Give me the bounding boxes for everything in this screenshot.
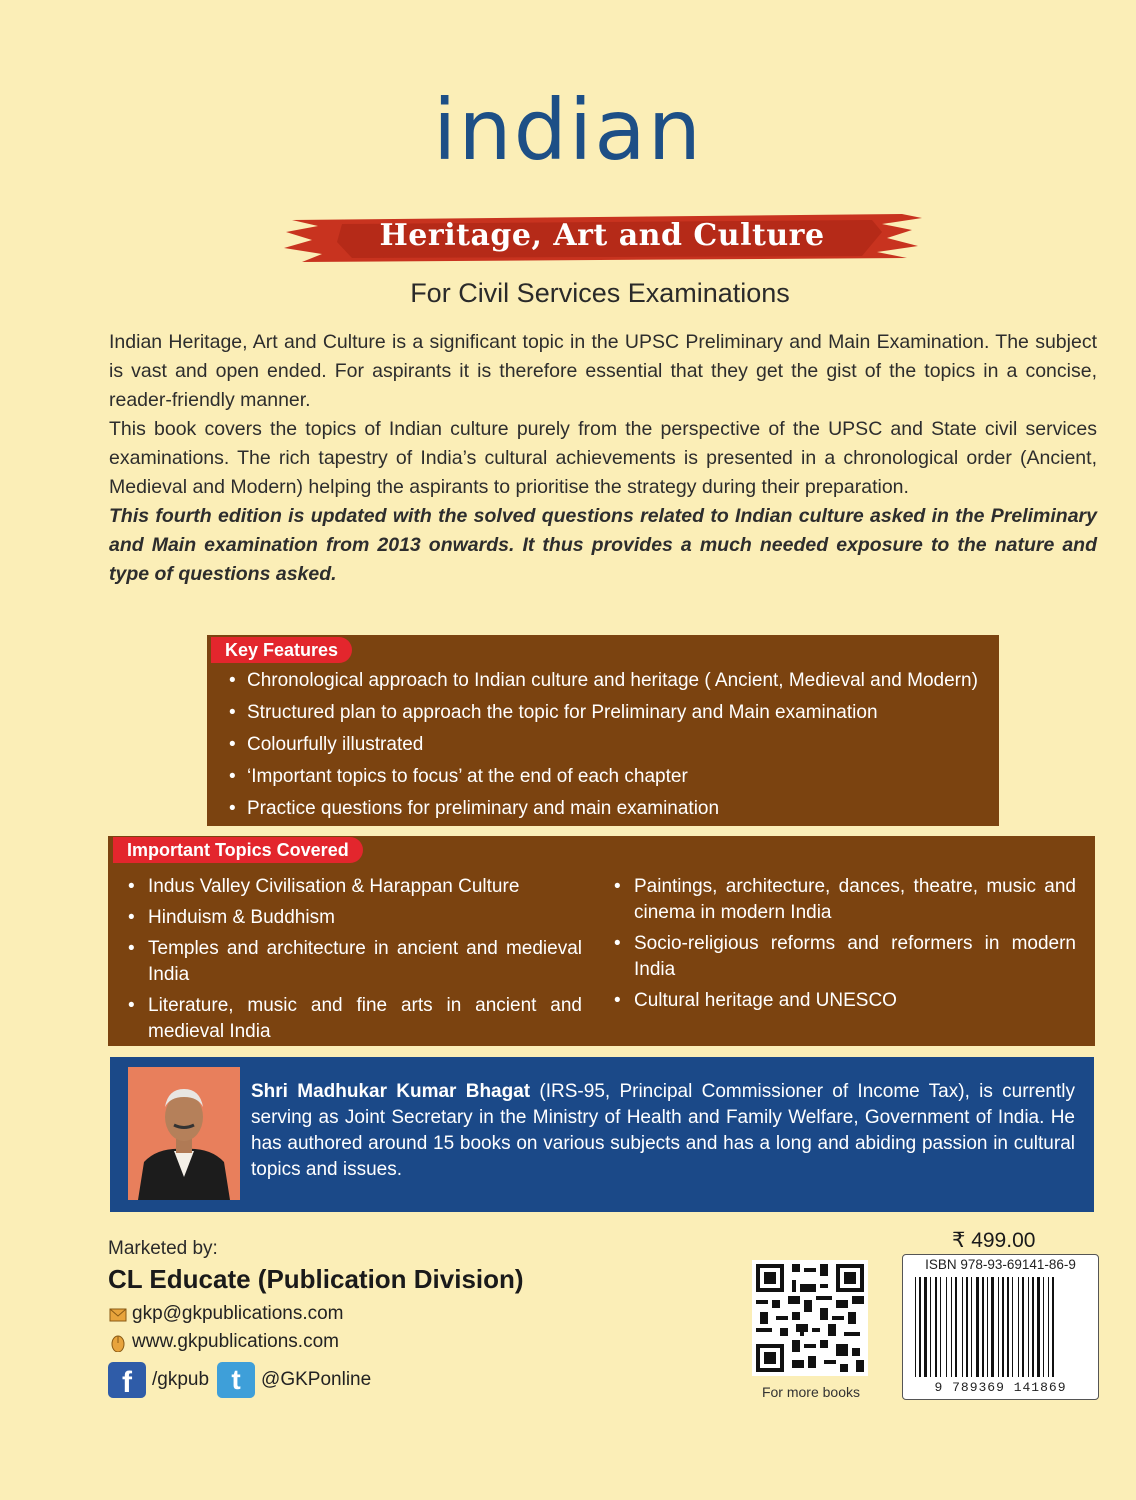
qr-caption: For more books [761,1384,861,1400]
qr-code [752,1260,868,1376]
qr-code-icon [752,1260,868,1376]
publisher-name: CL Educate (Publication Division) [108,1264,524,1294]
subtitle: For Civil Services Examinations [410,278,790,308]
facebook-handle[interactable]: /gkpub [152,1369,210,1390]
topics-label: Important Topics Covered [113,837,363,863]
barcode-icon [913,1277,1088,1377]
list-item: • Temples and architecture in ancient and medieval India [126,936,582,988]
list-item: • Colourfully illustrated [229,732,989,764]
social-links [108,1362,371,1398]
author-name: Shri Madhukar Kumar Bhagat [251,1081,531,1102]
author-photo [128,1067,240,1200]
price: ₹ 499.00 [952,1229,1036,1252]
list-item: • Cultural heritage and UNESCO [612,988,1076,1014]
description [109,328,1097,589]
topics-list-right [612,874,1076,1019]
email-link[interactable]: gkp@gkpublications.com [132,1303,344,1324]
website-link[interactable]: www.gkpublications.com [132,1331,339,1352]
key-features-box [207,635,999,826]
list-item: • Hinduism & Buddhism [126,905,582,931]
isbn-barcode [902,1254,1099,1400]
key-features-label: Key Features [211,637,352,663]
topics-list-left [126,874,582,1050]
isbn-label: ISBN 978-93-69141-86-9 [925,1257,1076,1272]
banner-title: Heritage, Art and Culture [379,218,825,253]
title-banner [282,212,922,264]
list-item: • Paintings, architecture, dances, theatre, music and cinema in modern India [612,874,1076,926]
barcode-digits: 9 789369 141869 [934,1380,1067,1395]
twitter-icon[interactable]: t [217,1362,255,1398]
description-paragraph-1: Indian Heritage, Art and Culture is a significant topic in the UPSC Preliminary and Main Examination. The subject is vast and open ended. For aspirants it is therefore essential that they get the gist of the topics in a concise, reader-friendly manner. [109,331,1097,411]
author-box [110,1057,1094,1212]
email-line [108,1303,344,1325]
twitter-handle[interactable]: @GKPonline [261,1369,372,1390]
marketed-by-label: Marketed by: [108,1238,218,1259]
website-line [108,1331,339,1353]
list-item: • Socio-religious reforms and reformers in modern India [612,931,1076,983]
topics-box [108,836,1095,1046]
key-features-list [229,668,989,828]
list-item: • Indus Valley Civilisation & Harappan Culture [126,874,582,900]
list-item: • Chronological approach to Indian culture and heritage ( Ancient, Medieval and Modern) [229,668,989,700]
book-logo-title: indian [433,81,703,179]
mouse-icon [108,1332,128,1352]
author-bio-text: (IRS-95, Principal Commissioner of Income Tax), is currently serving as Joint Secretary in the Ministry of Health and Family Welfare, Government of India. He has authored around 15 books on various subjects and has a long and abiding passion in cultural topics and issues. [251,1081,1076,1180]
facebook-icon[interactable]: f [108,1362,146,1398]
author-portrait-icon [128,1067,240,1200]
list-item: • Literature, music and fine arts in ancient and medieval India [126,993,582,1045]
list-item: • ‘Important topics to focus’ at the end of each chapter [229,764,989,796]
author-bio [251,1079,1075,1183]
list-item: • Structured plan to approach the topic for Preliminary and Main examination [229,700,989,732]
mail-icon [108,1304,128,1324]
list-item: • Practice questions for preliminary and main examination [229,796,989,828]
description-paragraph-3: This fourth edition is updated with the solved questions related to Indian culture asked in the Preliminary and Main examination from 2013 onwards. It thus provides a much needed exposure to the nature and type of questions asked. [109,505,1097,585]
description-paragraph-2: This book covers the topics of Indian culture purely from the perspective of the UPSC and State civil services examinations. The rich tapestry of India’s cultural achievements is presented in a chronological order (Ancient, Medieval and Modern) helping the aspirants to prioritise the strategy during their preparation. [109,418,1097,498]
